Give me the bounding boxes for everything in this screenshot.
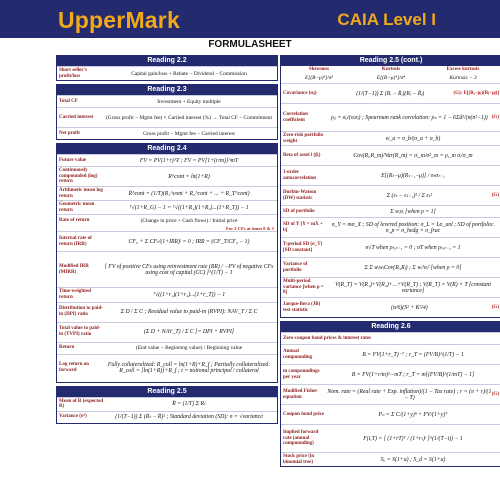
formula-row <box>57 154 277 166</box>
formula-row <box>57 200 277 214</box>
formula-label: Covariance (σᵢⱼ) <box>283 90 317 96</box>
formula-label: Continuously compounded (log) return <box>59 168 98 185</box>
formula-row <box>281 103 500 131</box>
formula-label: Total value to paid-in (TVPI) ratio <box>59 326 101 338</box>
formula-label: Correlation coefficient <box>283 111 308 123</box>
formula-value: σ√T when ρₜ,ₜ₋₁ = 0 ; σT when ρₜ,ₜ₋₁ = 1 <box>365 244 461 251</box>
formula-row <box>57 95 277 107</box>
section-title: Reading 2.5 (cont.) <box>281 56 500 66</box>
formula-row <box>281 297 500 317</box>
formula-row <box>57 342 277 354</box>
formula-label: Log return on forward <box>59 362 89 374</box>
formula-value: B = FV(1+r_T)⁻ᵀ ; r_T = (FV/B)^(1/T) − 1 <box>362 351 464 358</box>
formula-label: Net profit <box>59 130 80 136</box>
formula-value: R̄ = (1/T) Σ Rₜ <box>172 401 206 408</box>
formula-label: Time-weighted return <box>59 289 91 300</box>
formula-label: Geometric mean return <box>59 202 95 213</box>
formula-value: B = FV(1+r/m)^−mT ; r_T = m[(FV/B)^(1/mT) − 1] <box>351 371 475 378</box>
kurtosis-head: Kurtosis <box>381 67 401 72</box>
formula-value: Σ wᵢσᵢ [when ρ = 1] <box>390 208 436 215</box>
formula-label: Jarque-Bera (JB) test statistic <box>283 302 321 313</box>
formula-note: (G) <box>491 304 499 310</box>
formula-value: R^cont = ln(1+R) <box>168 173 210 180</box>
formula-label: Rate of return <box>59 218 90 224</box>
formula-label: Multi-period variance [when ρ = 0] <box>283 279 324 296</box>
section-title: Reading 2.3 <box>57 85 277 95</box>
sub-heading-label: Zero-coupon bond prices & interest rates <box>283 335 372 341</box>
formula-note: (G) <box>491 192 499 198</box>
formula-note: (G) <box>491 391 499 397</box>
formula-value: ᵀ√(1+R_G) − 1 = ᵀ√((1+R₁)(1+R₂)...(1+R_T)) − 1 <box>129 204 249 211</box>
formula-value: Pₙ = Σ C/(1+y)ⁿ + FV/(1+y)ᵀ <box>378 411 448 418</box>
formula-label: Beta of asset i (βᵢ) <box>283 152 321 158</box>
formula-value: (Change in price + Cash flows) / Initial price <box>140 217 238 224</box>
formula-row <box>57 166 277 186</box>
formula-value: FV = PV(1+r)^T ; FV = PV[1+(r/m)]^mT <box>139 157 239 164</box>
formula-row <box>281 364 500 384</box>
formula-row <box>281 205 500 217</box>
formula-row <box>281 131 500 145</box>
formula-value: Capital gain/loss + Rebate − Dividend − Commission <box>131 70 247 77</box>
formula-value: (1/(T−1)) Σ (Rᵢ − R̄ᵢ)(Rⱼ − R̄ⱼ) <box>356 90 425 97</box>
formula-row <box>57 214 277 226</box>
formula-value: (Σ D + NAV_T) / Σ C [= DPI + RVPI] <box>143 329 235 336</box>
formula-label: Implied forward rate (annual compounding) <box>283 430 319 447</box>
formula-row <box>281 165 500 185</box>
formula-value: E[(Rₜ−μ)(Rₜ₋₁−μ)] / σₜσₜ₋₁ <box>381 172 445 179</box>
formula-note: (G) <box>491 114 499 120</box>
formula-row <box>57 186 277 200</box>
excess-kurtosis-head: Excess kurtosis <box>446 67 480 72</box>
formula-label: Arithmetic mean log return <box>59 187 103 199</box>
formula-value: (1/(T−1)) Σ (Rₜ − R̄)² ; Standard deviation (SD): σ = √variance <box>115 414 263 421</box>
right-column <box>280 55 500 470</box>
formula-row <box>57 302 277 322</box>
kurtosis-formula: E[(R−μ)⁴]/σ⁴ <box>376 75 406 81</box>
moments-heads <box>281 66 500 73</box>
section-title: Reading 2.5 <box>57 387 277 397</box>
formula-row <box>281 404 500 424</box>
brand-logo: UpperMark <box>58 7 180 33</box>
formula-value: Σ (εₜ − εₜ₋₁)² / Σ εₜ² <box>386 192 433 199</box>
formula-value: Σ Σ wᵢwⱼCov(Rᵢ,Rⱼ) ; Σ wᵢ²σᵢ² [when ρ = 0] <box>364 264 462 271</box>
formula-label: Variance (σ²) <box>59 414 87 420</box>
moments-formulas <box>281 73 500 83</box>
formula-label: T-period SD (σ_T) [SD constant] <box>283 242 323 253</box>
formula-value: ρᵢⱼ = σᵢⱼ/(σᵢσⱼ) ; Spearman rank correlation: ρₛ = 1 − 6Σd²/(n(n²−1)) <box>331 114 488 121</box>
formula-row <box>281 83 500 103</box>
formula-value: (n/6)(S² + K²/4) <box>391 304 428 311</box>
formula-row <box>57 127 277 139</box>
formula-row <box>57 107 277 127</box>
formula-row <box>57 66 277 80</box>
formula-row <box>281 424 500 452</box>
section-reading-2-5-cont <box>280 55 500 318</box>
formula-label: Annual compounding <box>283 349 313 360</box>
formula-value: F(t,T) = [ (1+rT)ᵀ / (1+rₜ)ᵗ ]^(1/(T−t)) − 1 <box>363 435 463 442</box>
formula-row <box>281 217 500 237</box>
formula-row <box>281 277 500 297</box>
formula-value: ᵀ√((1+r₁)(1+r₂)...(1+r_T)) − 1 <box>152 291 226 298</box>
formula-label: Total CF <box>59 98 78 104</box>
formula-value: Nom. rate = (Real rate + Exp. inflation)/(1 − Tax rate) ; r = (π + r)/(1 − T) <box>327 388 492 401</box>
formula-label: Distribution to paid-in (DPI) ratio <box>59 306 103 318</box>
sheet-title: FORMULASHEET <box>208 39 292 50</box>
header-bar <box>0 0 500 38</box>
formula-value: Investment + Equity multiple <box>157 98 221 105</box>
formula-row <box>57 231 277 251</box>
excess-kurtosis-formula: Kurtosis − 3 <box>449 75 477 81</box>
formula-note: (G): E[(Rᵢ−μᵢ)(Rⱼ−μⱼ)] <box>453 90 499 96</box>
section-title: Reading 2.4 <box>57 144 277 154</box>
formula-label: Return <box>59 345 75 351</box>
section-reading-2-6 <box>280 321 500 467</box>
section-reading-2-3 <box>56 84 278 140</box>
formula-label: Stock price (in binomial tree) <box>283 454 315 465</box>
formula-row <box>281 384 500 404</box>
formula-label: Durbin-Watson (DW) statistic <box>283 190 317 201</box>
level-label: CAIA Level I <box>337 10 436 29</box>
formula-value: [ FV of positive CFs using reinvestment rate (RR) / −PV of negative CFs using cost of capital (CC) ]^(1/T) − 1 <box>104 263 274 276</box>
formula-row <box>57 251 277 287</box>
formula-label: Carried interest <box>59 114 94 120</box>
formula-row <box>57 397 277 411</box>
formula-row <box>281 452 500 466</box>
formula-value: (End value − Beginning value) / Beginning value <box>135 345 243 352</box>
formula-label: Internal rate of return (IRR) <box>59 236 92 247</box>
formula-label: Mean of R (expected R) <box>59 398 104 410</box>
section-title: Reading 2.6 <box>281 322 500 332</box>
formula-label: 1-order autocorrelation <box>283 170 316 181</box>
formula-value: CF₀ + Σ CFₜ/(1+IRR)ᵗ = 0 ; IRR = (CF_T/CF₀ − 1) <box>128 238 250 245</box>
formula-label: Modified IRR (MIRR) <box>59 264 89 275</box>
section-reading-2-4 <box>56 143 278 382</box>
formula-label: Modified Fisher equation <box>283 389 318 400</box>
left-column <box>56 55 278 427</box>
section-reading-2-2 <box>56 55 278 81</box>
formula-note: For 2 CFs at times 0 & 1 <box>225 226 274 232</box>
formula-value: R̄^cont = (1/T)(R₁^cont + R₂^cont + ... + R_T^cont) <box>128 190 250 197</box>
formula-row <box>57 287 277 301</box>
formula-label: Zero-risk portfolio weight <box>283 133 324 144</box>
formula-row <box>281 185 500 205</box>
formula-label: SD of Y [Y = mX + b] <box>283 222 323 233</box>
formula-row <box>57 411 277 423</box>
formula-label: Future value <box>59 157 87 163</box>
formula-label: Coupon bond price <box>283 411 325 417</box>
formula-row <box>57 354 277 382</box>
formula-label: SD of portfolio <box>283 208 315 214</box>
formula-row <box>281 145 500 165</box>
formula-value: Σ D / Σ C ; Residual value to paid-in (RVPI): NAV_T / Σ C <box>120 309 258 316</box>
sub-heading <box>281 332 500 344</box>
formula-value: Cov(Rᵢ,R_m)/Var(R_m) = σᵢ_m/σ²_m = ρᵢ_m σᵢ/σ_m <box>353 152 473 159</box>
formula-row <box>57 322 277 342</box>
formula-label: Variance of portfolio <box>283 262 308 273</box>
formula-value: V(R_T) = V(R₁)+V(R₂)+...+V(R_T) ; V(R_T) = V(R) × T [constant variance] <box>335 281 491 294</box>
formula-value: Fully collateralized: R_coll = ln(1+R)+R_f ; Partially collateralized: R_coll = [ln(1+R)]+R_f ; t = notional principal / collateral <box>107 362 271 375</box>
formula-value: (Gross profit − Mgmt fee) × Carried interest (%) → Total CF − Commitment <box>106 114 272 121</box>
section-reading-2-5 <box>56 386 278 424</box>
section-title: Reading 2.2 <box>57 56 277 66</box>
formula-row <box>281 344 500 364</box>
formula-label: Short seller's profit/loss <box>59 68 87 79</box>
formula-row <box>281 257 500 277</box>
skewness-head: Skewness <box>308 67 330 72</box>
formula-value: Sᵤ = S(1+u) ; S_d = S(1+u) <box>380 456 446 463</box>
formula-value: w_a = σ_b/(σ_a + σ_b) <box>385 135 441 142</box>
formula-row <box>281 237 500 257</box>
formula-value: Gross profit − Mgmt fee − Carried interest <box>143 130 235 137</box>
formula-label: m compoundings per year <box>283 369 320 380</box>
skewness-formula: E[(R−μ)³]/σ³ <box>304 75 334 81</box>
formula-value: σ_Y = mσ_X ; SD of levered position: σ_L = Lσ_unl ; SD of portfolio: σ_p = σ_hedg × σ_frac <box>331 221 495 234</box>
